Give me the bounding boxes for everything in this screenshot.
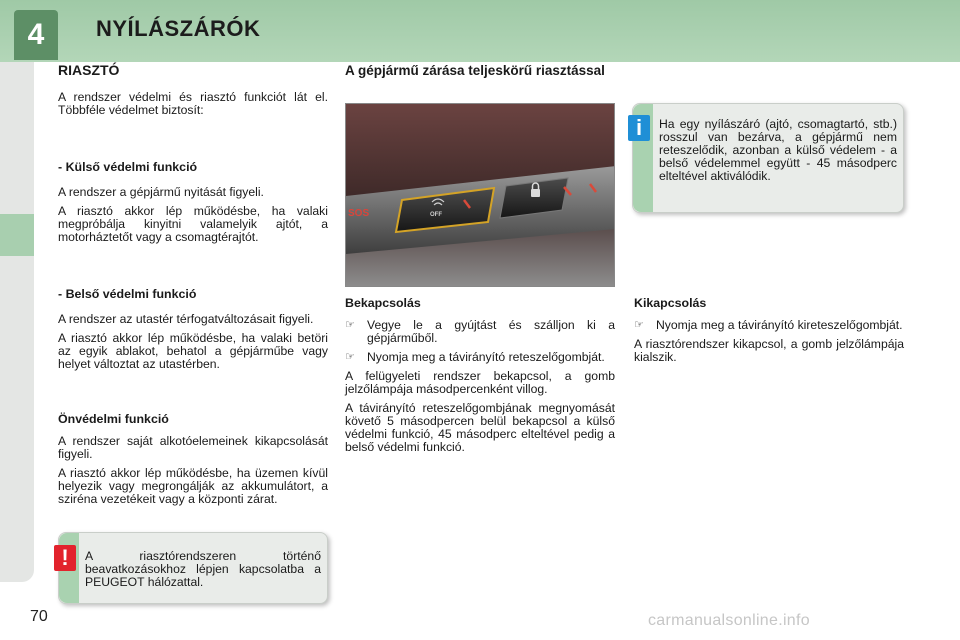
pointing-hand-icon: ☞ <box>345 351 355 363</box>
self-protection-text-2: A riasztó akkor lép működésbe, ha üzemen kívül helyezik vagy megrongálják az akkumulátort, a sziréna vezetékeit vagy a központi zárat. <box>58 466 328 506</box>
list-item <box>634 319 904 332</box>
deactivation-heading: Kikapcsolás <box>634 296 707 310</box>
page-number: 70 <box>30 608 48 625</box>
list-item <box>345 351 615 364</box>
right-column <box>634 297 904 370</box>
deactivation-text-1: A riasztórendszer kikapcsol, a gomb jelzőlámpája kialszik. <box>634 337 904 364</box>
activation-step-1: Vegye le a gyújtást és szálljon ki a gépjárműből. <box>367 318 615 345</box>
info-note <box>632 103 904 213</box>
info-note-text: Ha egy nyílászáró (ajtó, csomagtartó, stb.) rosszul van bezárva, a gépjármű nem reteszelődik, azonban a külső védelem - a belső védelemmel együtt - 45 másodperc elteltével aktiválódik. <box>659 117 897 183</box>
middle-column <box>345 64 615 92</box>
activation-step-2: Nyomja meg a távirányító reteszelőgombját. <box>367 350 605 364</box>
info-icon: i <box>628 115 650 141</box>
activation-heading: Bekapcsolás <box>345 296 421 310</box>
pointing-hand-icon: ☞ <box>634 319 644 331</box>
sidebar-tab-marker <box>0 214 34 256</box>
chapter-number: 4 <box>14 10 58 60</box>
dashboard-console-illustration <box>346 104 615 287</box>
external-protection-text-2: A riasztó akkor lép működésbe, ha valaki megpróbálja kinyitni valamelyik ajtót, a motorháztetőt vagy a csomagtérajtót. <box>58 204 328 244</box>
section-title-alarm: RIASZTÓ <box>58 62 120 78</box>
lock-icon <box>531 189 540 197</box>
self-protection-heading: Önvédelmi funkció <box>58 412 169 426</box>
internal-protection-text-1: A rendszer az utastér térfogatváltozásait figyeli. <box>58 312 314 326</box>
external-protection-text-1: A rendszer a gépjármű nyitását figyeli. <box>58 185 264 199</box>
warning-note-text: A riasztórendszeren történő beavatkozásokhoz lépjen kapcsolatba a PEUGEOT hálózattal. <box>85 549 321 589</box>
alarm-intro: A rendszer védelmi és riasztó funkciót lát el. Többféle védelmet biztosít: <box>58 90 328 117</box>
section-title-full-lock: A gépjármű zárása teljeskörű riasztással <box>345 63 605 78</box>
external-protection-heading: - Külső védelmi funkció <box>58 160 198 174</box>
self-protection-text-1: A rendszer saját alkotóelemeinek kikapcsolását figyeli. <box>58 434 328 461</box>
pointing-hand-icon: ☞ <box>345 319 355 331</box>
list-item <box>345 319 615 345</box>
off-label: OFF <box>430 212 442 218</box>
left-column <box>58 64 328 512</box>
activation-text-1: A felügyeleti rendszer bekapcsol, a gomb jelzőlámpája másodpercenként villog. <box>345 369 615 396</box>
warning-note <box>58 532 328 604</box>
alarm-button-photo <box>345 103 615 287</box>
deactivation-step-1: Nyomja meg a távirányító kireteszelőgombját. <box>656 318 903 332</box>
watermark: carmanualsonline.info <box>648 612 810 629</box>
internal-protection-text-2: A riasztó akkor lép működésbe, ha valaki betöri az egyik ablakot, behatol a gépjárműbe vagy helyet változtat az utastérben. <box>58 331 328 371</box>
page-title: NYÍLÁSZÁRÓK <box>96 16 261 41</box>
sos-label: SOS <box>348 208 370 219</box>
internal-protection-heading: - Belső védelmi funkció <box>58 287 197 301</box>
activation-text-2: A távirányító reteszelőgombjának megnyomását követő 5 másodpercen belül bekapcsol a külső védelmi funkció, 45 másodperc elteltével pedig a belső védelmi funkció. <box>345 401 615 454</box>
middle-column-body <box>345 297 615 460</box>
warning-icon: ! <box>54 545 76 571</box>
sidebar-strip <box>0 62 34 582</box>
